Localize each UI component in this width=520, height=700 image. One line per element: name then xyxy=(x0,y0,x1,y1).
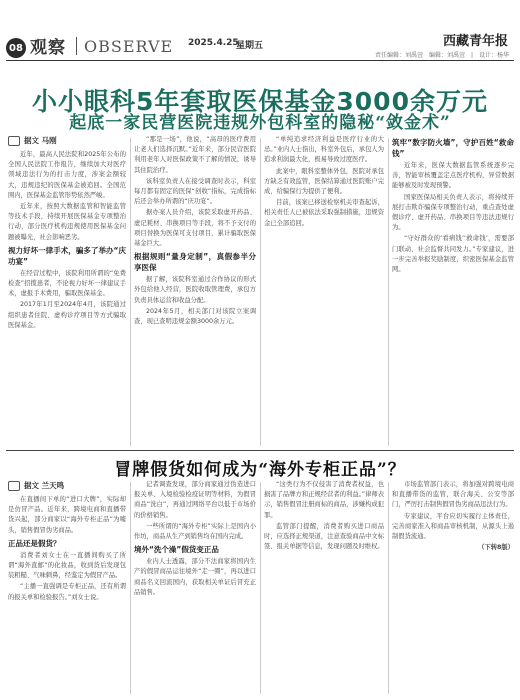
article1-column-3: “单纯追求经济利益是医疗行业的大忌。”业内人士指出，科室外包后，承包人为追求利润最大化，极易导致过度医疗。 此案中，眼科室整体外包，医院对承包方缺乏有效监管，医保结算通过医院账户完成，给骗保行为提供了便利。 目前，该案已移送检察机关审查起诉，相关责任人已被依法采取强制措施，违规资金已全部追回。 xyxy=(264,136,384,227)
article2-column-3: “这类行为不仅侵害了消费者权益，也损害了品牌方和正规经营者的利益。”律师表示，销售假冒注册商标的商品，涉嫌构成犯罪。 监管部门提醒，消费者购买进口商品时，应选择正规渠道，注意查验商品中文标签、报关单据等信息，发现问题及时维权。 xyxy=(264,481,384,551)
article1-subhead-1: 视力好坏一律手术，骗多了举办“庆功宴” xyxy=(8,245,126,266)
newspaper-name: 西藏青年报 xyxy=(442,34,508,49)
column-divider xyxy=(130,138,131,446)
issue-date: 2025.4.25 xyxy=(188,38,239,48)
article2-subhead-1: 正品还是假货？ xyxy=(8,538,61,548)
editor-credits: 责任编辑：刘禹萱 编辑：刘禹萱 | 设计：杨华 xyxy=(375,52,510,59)
masthead xyxy=(0,0,520,62)
column-divider xyxy=(388,138,389,446)
second-headline: 冒牌假货如何成为“海外专柜正品”？ xyxy=(114,460,406,480)
author-icon xyxy=(8,136,20,146)
section-title-cn: 观察 xyxy=(30,38,66,58)
section-rule xyxy=(6,450,514,451)
article2-column-1: 据文 兰天鸣 在直播间下单的“进口大牌”，实际却是仿冒产品。近年来，跨境电商和直播带货兴起，部分商家以“海外专柜正品”为噱头，销售假冒伪劣商品。 正品还是假货？ 消费者刘女士在一直播间购买了所谓“海外直邮”的化妆品，收到货后发现包装粗糙、气味刺鼻，经鉴定为假冒产品。 “主播一直强调是专柜正品，还有所谓的报关单和检验报告。”刘女士说。 xyxy=(8,481,126,601)
article2-byline: 据文 兰天鸣 xyxy=(8,480,126,491)
issue-weekday: 星期五 xyxy=(236,41,264,51)
article2-column-2: 记者调查发现，部分商家通过伪造进口报关单、入境检验检疫证明等材料，为假冒商品“洗白”，再通过网络平台以低于市场价的价格销售。 一些所谓的“海外专柜”实际上是国内小作坊，商品从生产到销售均在国内完成。 境外“洗个澡”假货变正品 业内人士透露，部分不法商家将国内生产的假冒商品运往境外“走一圈”，再以进口商品名义回流国内，获取相关单证后冒充正品销售。 xyxy=(134,481,256,596)
section-divider xyxy=(76,37,77,55)
author-icon xyxy=(8,481,20,491)
article2-column-4: 市场监管部门表示，将加强对跨境电商和直播带货的监管，联合海关、公安等部门，严厉打击制售假冒伪劣商品违法行为。 专家建议，平台应切实履行主体责任，完善商家准入和商品审核机制，从源头上遏制假货流通。 （下转8版） xyxy=(392,481,514,552)
main-subheadline: 起底一家民营医院违规外包科室的隐秘“敛金术” xyxy=(69,113,451,133)
page-number: 08 xyxy=(6,38,26,58)
article1-byline: 据文 马刚 xyxy=(8,135,126,146)
masthead-rule xyxy=(6,60,514,61)
column-divider xyxy=(260,482,261,694)
article1-column-1: 据文 马刚 近年，最高人民法院和2025年公布的全国人民法院工作报告，继续加大对医疗领域违法行为的打击力度，涉案金额较大，违规违纪的医保基金被追回。全国范围内，医保基金监管形势依然严峻。 近年来，按照大数据监管和智能监管等技术手段，持续开展医保基金专项整治行动，部分医疗机构违规使用医保基金问题被曝光，社会影响恶劣。 视力好坏一律手术，骗多了举办“庆功宴” 在经营过程中，该院利用所谓的“免费检查”招揽患者，不论视力好坏一律建议手术，虚报手术费用，骗取医保基金。 2017年1月至2024年4月，该院通过组织患者住院、虚构诊疗项目等方式骗取医保基金。 xyxy=(8,136,126,329)
article1-column-2: “那是一场”，他说，“高昂的医疗费用让老人们选择沉默。”近年来，部分民营医院利用老年人对医保政策不了解的情况，诱导其住院治疗。 该科室负责人在接受调查时表示，科室每月都有固定的医保“创收”指标，完成指标后还会举办所谓的“庆功宴”。 据办案人员介绍，该院采取虚开药品、虚记耗材、串换项目等手段，将不予支付的项目替换为医保可支付项目，累计骗取医保基金巨大。 根据规则“量身定制”，真假参半分享医保 据了解，该院科室通过合作协议的形式外包给他人经营，医院收取管理费，承包方负责具体运营和收益分配。 2024年5月，相关部门对该院立案调查，现已查明违规金额3000余万元。 xyxy=(134,136,256,326)
article1-subhead-2: 根据规则“量身定制”，真假参半分享医保 xyxy=(134,252,256,273)
article1-column-4: 筑牢“数字防火墙”，守护百姓“救命钱” 近年来，医保大数据监管系统逐步完善，智能审核覆盖定点医疗机构，异常数据能够被及时发现预警。 国家医保局相关负责人表示，将持续开展打击欺诈骗保专项整治行动，重点查处虚假诊疗、虚开药品、串换项目等违法违规行为。 “守好群众的‘看病钱’‘救命钱’，需要部门联动、社会监督共同发力。”专家建议，进一步完善举报奖励制度，织密医保基金监管网。 xyxy=(392,138,514,274)
article1-subhead-3: 筑牢“数字防火墙”，守护百姓“救命钱” xyxy=(392,138,514,158)
column-divider xyxy=(388,482,389,694)
section-title-en: OBSERVE xyxy=(84,37,174,56)
column-divider xyxy=(260,138,261,446)
column-divider xyxy=(130,482,131,694)
article2-subhead-2: 境外“洗个澡”假货变正品 xyxy=(134,545,219,555)
main-headline: 小小眼科5年套取医保基金3000余万元 xyxy=(32,87,488,116)
